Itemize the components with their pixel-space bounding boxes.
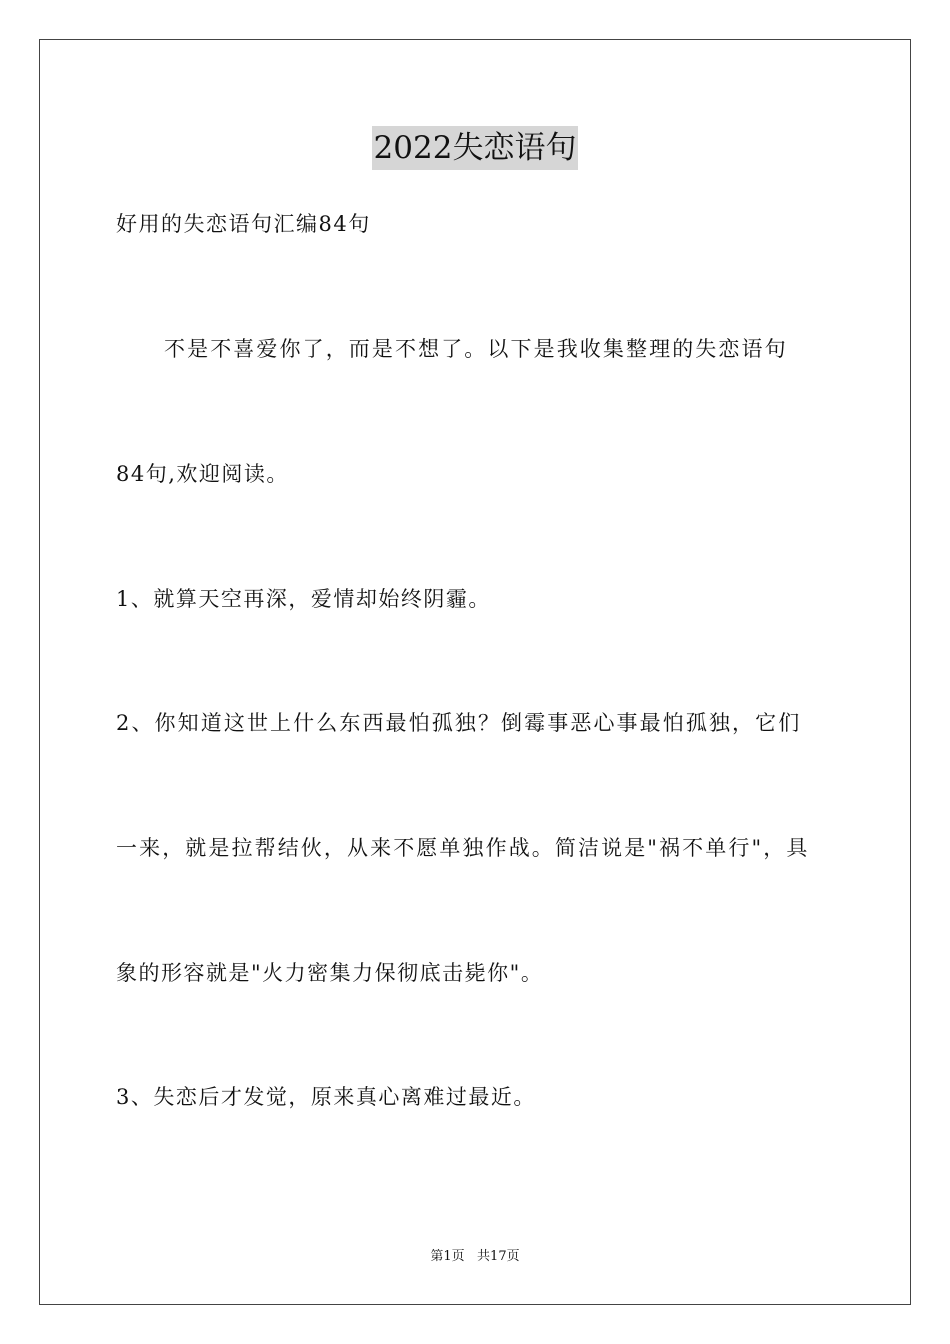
- paragraph-line: 不是不喜爱你了，而是不想了。以下是我收集整理的失恋语句: [164, 337, 788, 361]
- page-footer: 第1页 共17页: [430, 1249, 520, 1264]
- paragraph-line: 84句,欢迎阅读。: [116, 462, 289, 486]
- list-item: 3、失恋后才发觉，原来真心离难过最近。: [116, 1085, 536, 1109]
- list-item-continuation: 象的形容就是"火力密集力保彻底击毙你"。: [116, 961, 544, 985]
- title-container: [0, 126, 950, 170]
- list-item: 2、你知道这世上什么东西最怕孤独？倒霉事恶心事最怕孤独，它们: [116, 711, 802, 735]
- list-item: 1、就算天空再深，爱情却始终阴霾。: [116, 587, 491, 611]
- document-title: 2022失恋语句: [372, 126, 579, 170]
- list-item-continuation: 一来，就是拉帮结伙，从来不愿单独作战。简洁说是"祸不单行"，具: [116, 836, 810, 860]
- document-subtitle: 好用的失恋语句汇编84句: [116, 212, 371, 236]
